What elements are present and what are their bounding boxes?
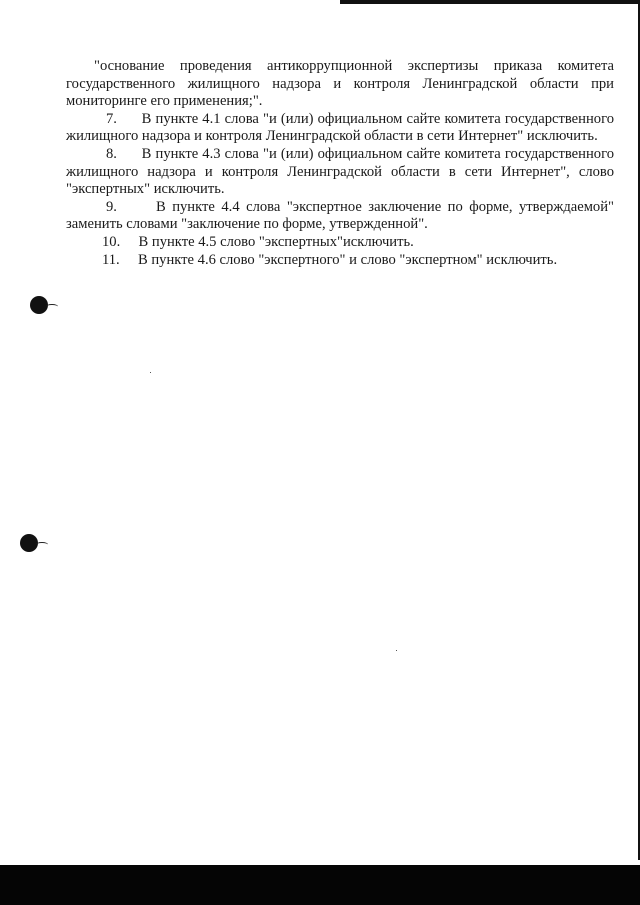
item-number: 9.: [106, 198, 117, 215]
item-number: 8.: [106, 145, 117, 162]
item-text: В пункте 4.6 слово "экспертного" и слово "экспертном" исключить.: [137, 251, 558, 268]
item-text: В пункте 4.3 слова "и (или) официальном сайте комитета государственного жилищного надзора и контроля Ленинградской области в сети Интернет", слово "экспертных" исключить.: [66, 145, 614, 198]
punch-hole-tail: [46, 304, 58, 309]
scan-edge-top: [340, 0, 640, 4]
intro-paragraph: "основание проведения антикоррупционной экспертизы приказа комитета государственного жилищного надзора и контроля Ленинградской области при мониторинге его применения;".: [66, 58, 614, 110]
punch-hole-tail: [36, 542, 48, 547]
item-number: 10.: [102, 233, 121, 250]
item-text: В пункте 4.1 слова "и (или) официальном сайте комитета государственного жилищного надзора и контроля Ленинградской области в сети Интернет" исключить.: [66, 110, 614, 145]
scan-edge-bottom: [0, 865, 640, 905]
list-item: [66, 252, 614, 270]
list-item: [66, 199, 614, 234]
item-text: В пункте 4.5 слово "экспертных"исключить.: [138, 233, 414, 250]
item-text: В пункте 4.4 слова "экспертное заключение по форме, утверждаемой" заменить словами "заключение по форме, утвержденной".: [66, 198, 615, 233]
list-item: [66, 111, 614, 146]
scan-speck: [150, 372, 151, 373]
list-item: [66, 146, 614, 199]
scan-speck: [396, 650, 397, 651]
list-item: [66, 234, 614, 252]
item-number: 11.: [102, 251, 120, 268]
document-body: [66, 58, 614, 269]
item-number: 7.: [106, 110, 117, 127]
